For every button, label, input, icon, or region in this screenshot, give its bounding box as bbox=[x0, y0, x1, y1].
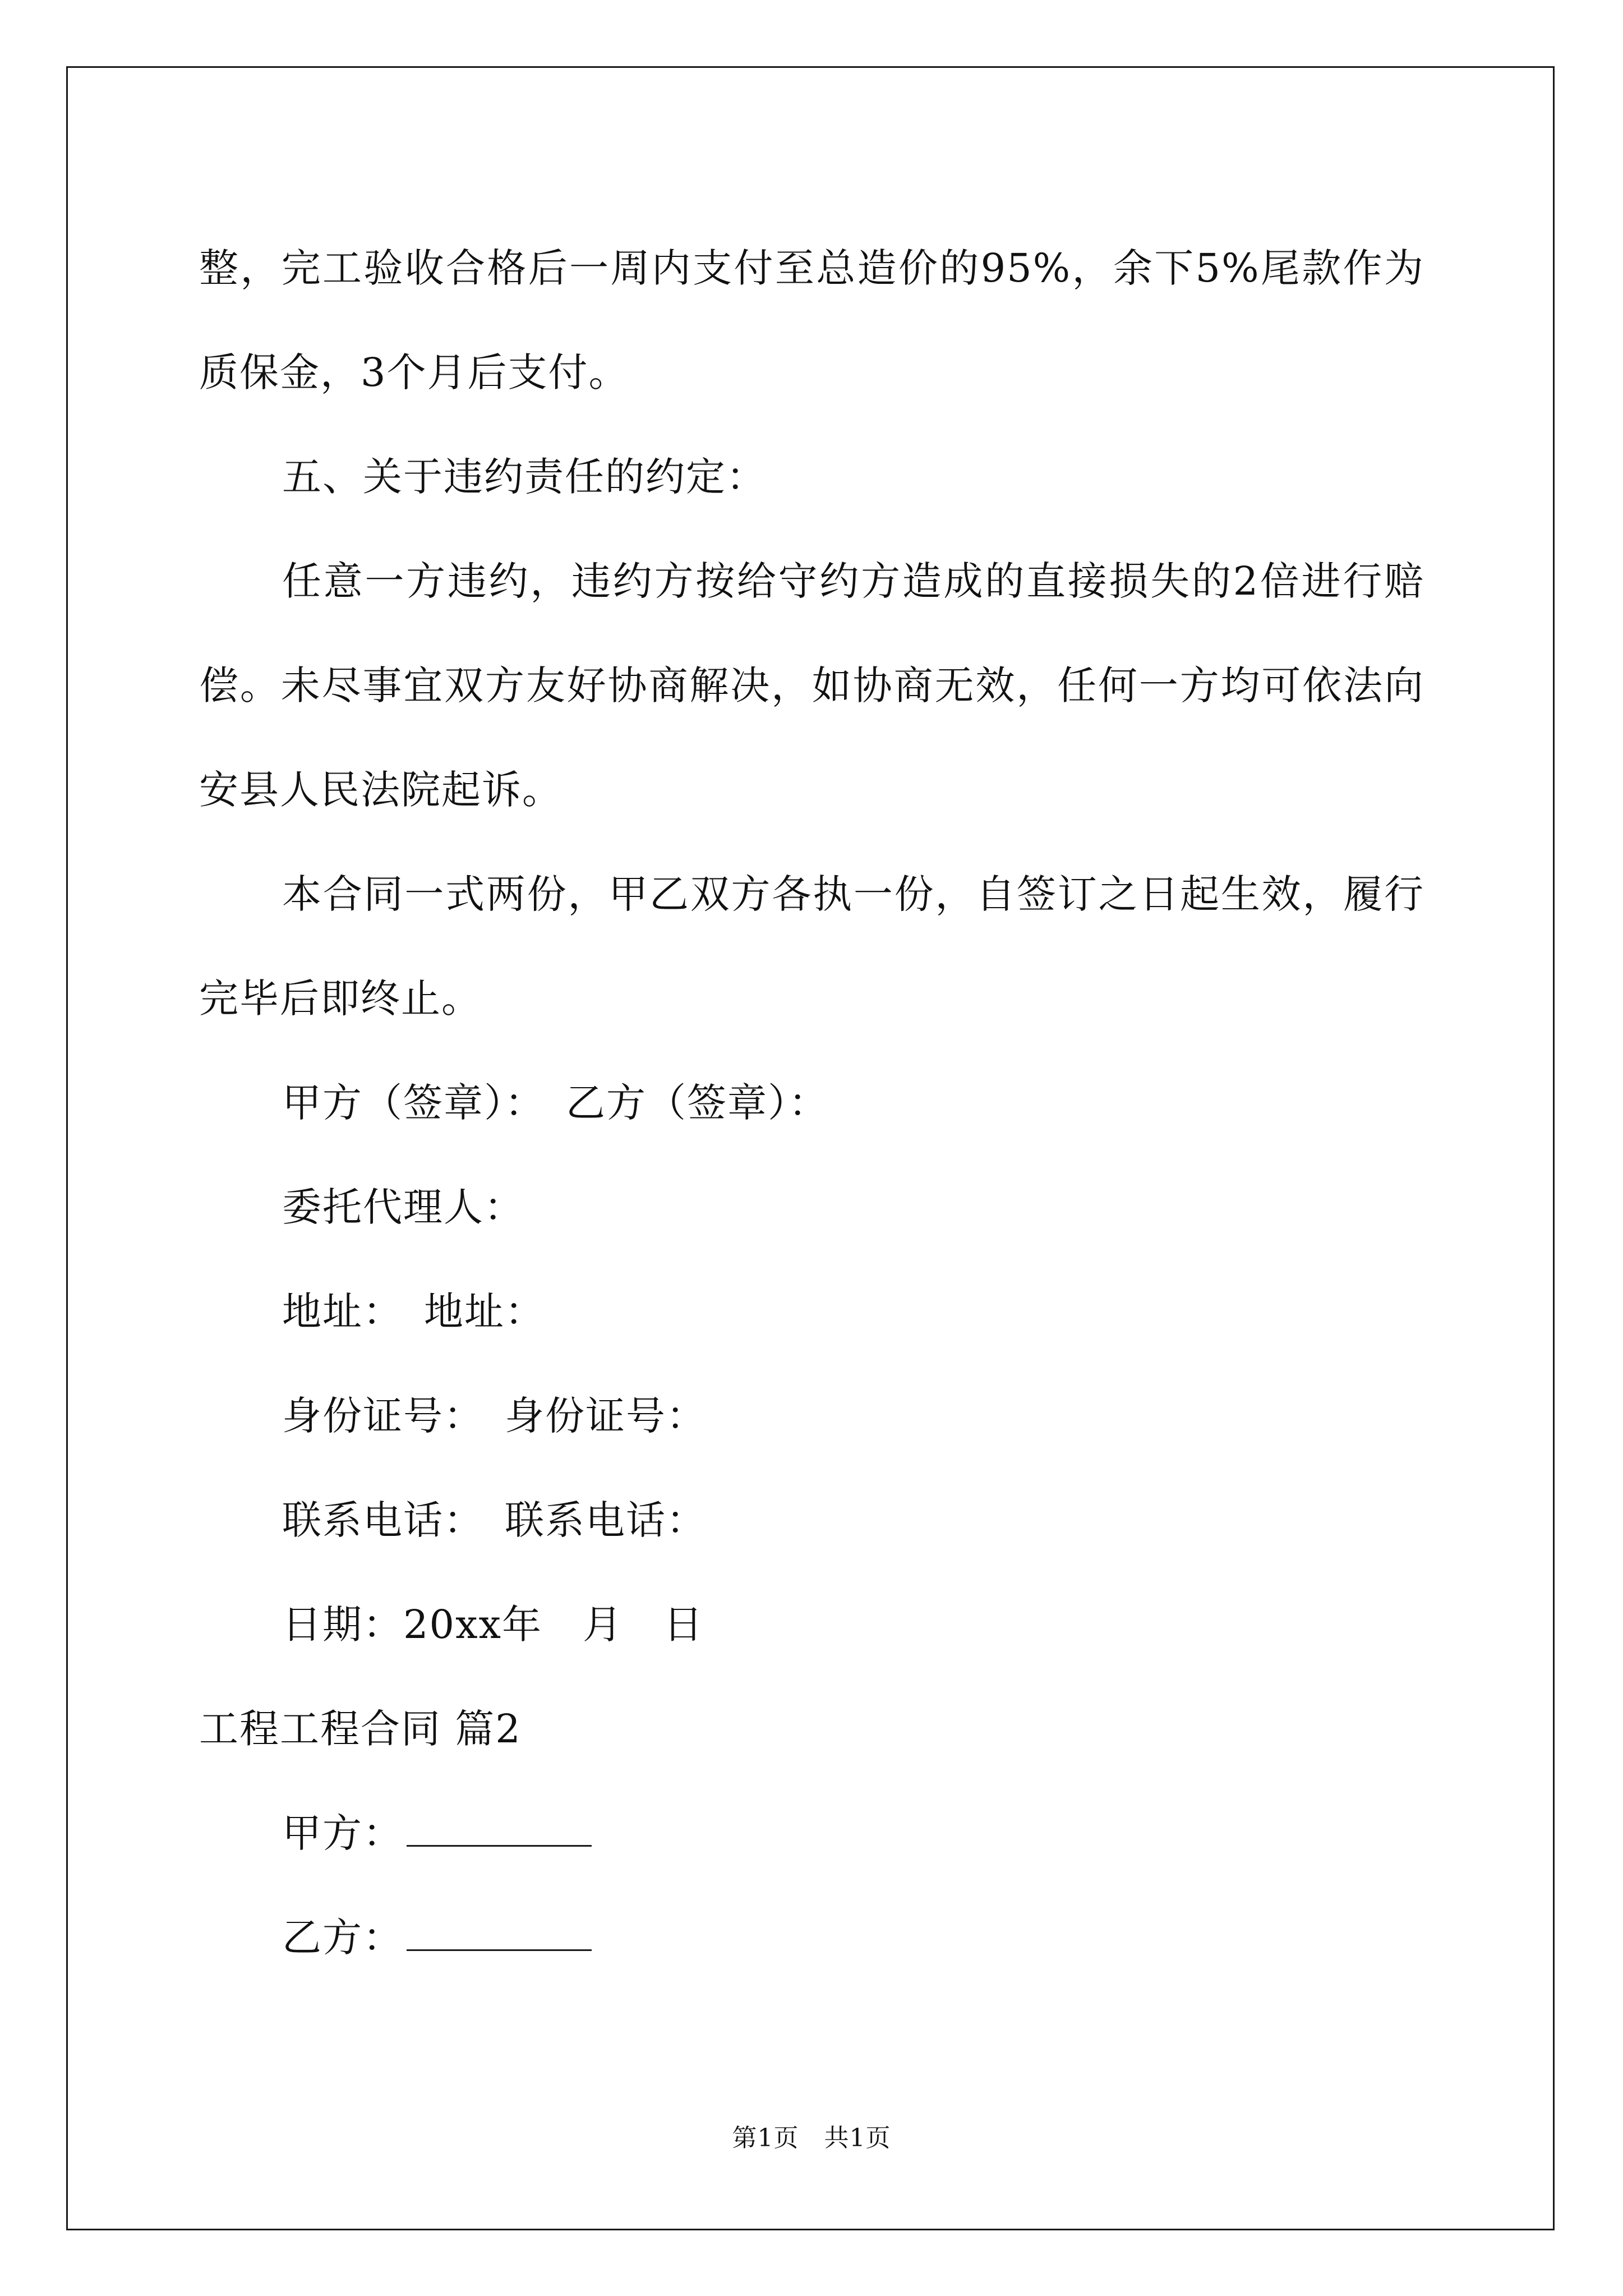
party-b-line bbox=[199, 1885, 1424, 1990]
party-a-blank bbox=[407, 1806, 592, 1847]
party-a-line bbox=[199, 1781, 1424, 1885]
signature-line-seals: 甲方（签章）： 乙方（签章）： bbox=[282, 1080, 829, 1126]
paragraph-validity: 本合同一式两份，甲乙双方各执一份，自签订之日起生效，履行完毕后即终止。 bbox=[199, 871, 1424, 1022]
signature-line-agent: 委托代理人： bbox=[282, 1184, 524, 1230]
clause-heading-breach: 五、关于违约责任的约定： bbox=[282, 454, 767, 500]
party-a-label: 甲方： bbox=[282, 1810, 403, 1856]
signature-line-phone: 联系电话： 联系电话： bbox=[282, 1497, 707, 1543]
paragraph-breach-liability: 任意一方违约，违约方按给守约方造成的直接损失的2倍进行赔偿。未尽事宜双方友好协商解决，如协商无效，任何一方均可依法向安县人民法院起诉。 bbox=[199, 558, 1424, 813]
section-heading: 工程工程合同 篇2 bbox=[199, 1706, 522, 1752]
signature-line-address: 地址： 地址： bbox=[282, 1289, 545, 1335]
signature-line-id-number: 身份证号： 身份证号： bbox=[282, 1393, 707, 1439]
paragraph-payment-terms: 整，完工验收合格后一周内支付至总造价的95%，余下5%尾款作为质保金，3个月后支付。 bbox=[199, 245, 1424, 395]
page-footer: 第1页 共1页 bbox=[732, 2124, 891, 2152]
document-body bbox=[199, 216, 1424, 1990]
signature-line-date: 日期：20xx年 月 日 bbox=[282, 1602, 704, 1648]
party-b-blank bbox=[407, 1910, 592, 1951]
party-b-label: 乙方： bbox=[282, 1915, 403, 1961]
